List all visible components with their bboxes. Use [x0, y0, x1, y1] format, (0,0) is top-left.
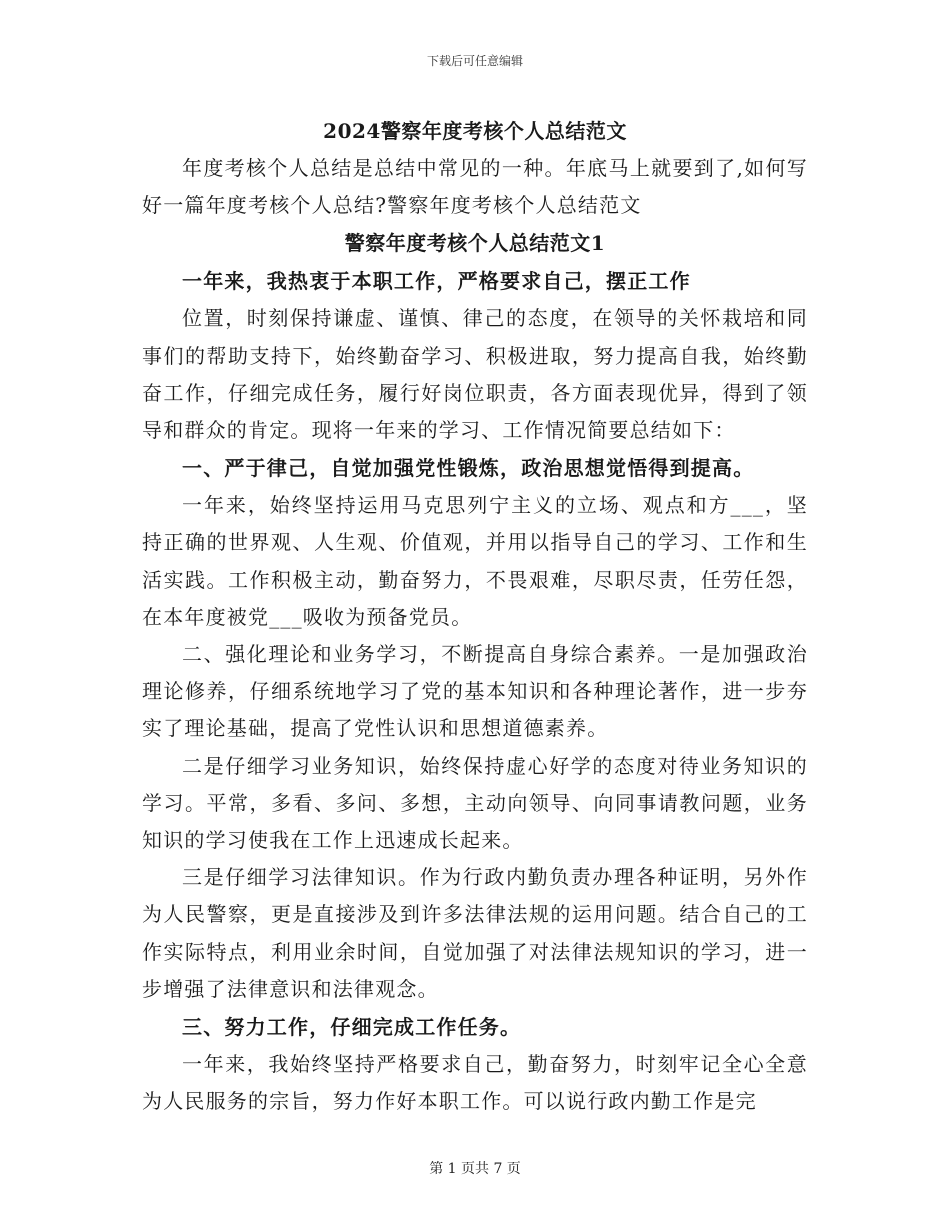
section3-heading: 三、努力工作，仔细完成工作任务。: [182, 1015, 522, 1040]
header-note: 下载后可任意编辑: [426, 54, 523, 68]
body-paragraph: 二、强化理论和业务学习，不断提高自身综合素养。一是加强政治理论修养，仔细系统地学习了党的基本知识和各种理论著作，进一步夯实了理论基础，提高了党性认识和思想道德素养。: [142, 642, 808, 741]
body-paragraph: 位置，时刻保持谦虚、谨慎、律己的态度，在领导的关怀栽培和同事们的帮助支持下，始终勤奋学习、积极进取，努力提高自我，始终勤奋工作，仔细完成任务，履行好岗位职责，各方面表现优异，得到了领导和群众的肯定。现将一年来的学习、工作情况简要总结如下：: [142, 306, 808, 443]
body-paragraph: 一年来，始终坚持运用马克思列宁主义的立场、观点和方___，坚持正确的世界观、人生观、价值观，并用以指导自己的学习、工作和生活实践。工作积极主动，勤奋努力，不畏艰难，尽职尽责，任劳任怨，在本年度被党___吸收为预备党员。: [142, 493, 808, 629]
document-body: [142, 112, 808, 1120]
document-title: 2024警察年度考核个人总结范文: [323, 119, 627, 143]
section1-heading: 一、严于律己，自觉加强党性锻炼，政治思想觉悟得到提高。: [182, 456, 755, 481]
body-paragraph: 一年来，我始终坚持严格要求自己，勤奋努力，时刻牢记全心全意为人民服务的宗旨，努力作好本职工作。可以说行政内勤工作是完: [142, 1052, 808, 1114]
page-footer: 第 1 页共 7 页: [429, 1161, 521, 1177]
body-paragraph: 二是仔细学习业务知识，始终保持虚心好学的态度对待业务知识的学习。平常，多看、多问、多想，主动向领导、向同事请教问题，业务知识的学习使我在工作上迅速成长起来。: [142, 753, 808, 853]
intro-paragraph: 年度考核个人总结是总结中常见的一种。年底马上就要到了,如何写好一篇年度考核个人总结?警察年度考核个人总结范文: [142, 156, 808, 218]
body-paragraph: 三是仔细学习法律知识。作为行政内勤负责办理各种证明，另外作为人民警察，更是直接涉及到许多法律法规的运用问题。结合自己的工作实际特点，利用业余时间，自觉加强了对法律法规知识的学习，进一步增强了法律意识和法律观念。: [142, 865, 808, 1001]
section-subtitle: 警察年度考核个人总结范文1: [344, 231, 606, 256]
lead-heading: 一年来，我热衷于本职工作，严格要求自己，摆正工作: [182, 269, 691, 294]
